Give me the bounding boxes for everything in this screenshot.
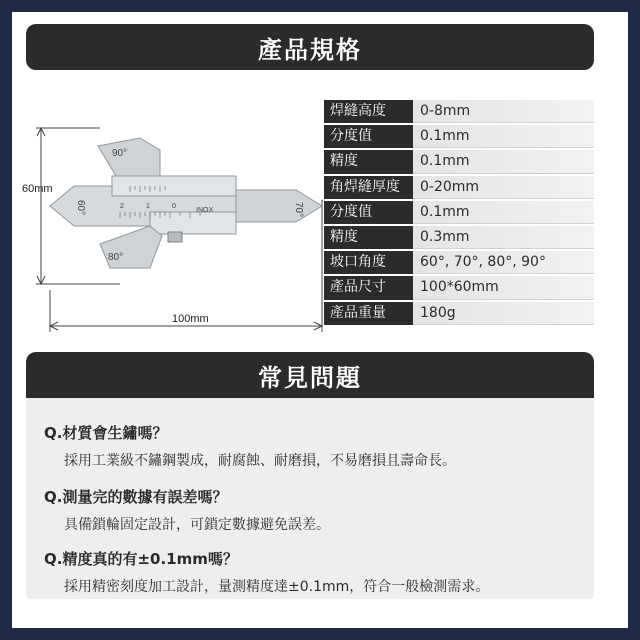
spec-label: 角焊縫厚度 <box>324 176 413 201</box>
faq-question: Q.測量完的數據有誤差嗎？ <box>44 488 228 506</box>
scale-2-label: 2 <box>120 203 124 210</box>
spec-value: 100*60mm <box>413 276 594 301</box>
spec-label: 精度 <box>324 226 413 251</box>
spec-label: 產品重量 <box>324 302 413 327</box>
faq-section-title: 常見問題 <box>26 352 594 398</box>
spec-value: 0.3mm <box>413 226 594 251</box>
faq-question: Q.精度真的有±0.1mm嗎？ <box>44 550 238 568</box>
spec-label: 精度 <box>324 150 413 175</box>
angle-80-label: 80° <box>108 252 124 263</box>
width-label: 100mm <box>172 313 209 325</box>
spec-value: 60°, 70°, 80°, 90° <box>413 251 594 276</box>
faq-item <box>44 422 456 470</box>
spec-value: 0.1mm <box>413 201 594 226</box>
faq-answer: 具備鎖輪固定設計，可鎖定數據避免誤差。 <box>64 517 330 533</box>
spec-label: 分度值 <box>324 201 413 226</box>
spec-row <box>324 176 594 201</box>
spec-label: 產品尺寸 <box>324 276 413 301</box>
angle-60-label: 60° <box>75 200 86 216</box>
faq-answer: 採用工業級不鏽鋼製成，耐腐蝕、耐磨損，不易磨損且壽命長。 <box>64 453 456 469</box>
spec-value: 0-20mm <box>413 176 594 201</box>
spec-value: 0-8mm <box>413 100 594 125</box>
faq-item <box>44 486 330 534</box>
gauge-body <box>50 138 322 268</box>
spec-row <box>324 251 594 276</box>
spec-label: 焊縫高度 <box>324 100 413 125</box>
faq-question: Q.材質會生鏽嗎？ <box>44 424 168 442</box>
spec-row <box>324 302 594 327</box>
height-label: 60mm <box>22 183 53 195</box>
angle-90-label: 90° <box>112 148 128 159</box>
spec-label: 坡口角度 <box>324 251 413 276</box>
spec-value: 0.1mm <box>413 150 594 175</box>
spec-row <box>324 201 594 226</box>
faq-answer: 採用精密刻度加工設計，量測精度達±0.1mm，符合一般檢測需求。 <box>64 579 490 595</box>
spec-value: 0.1mm <box>413 125 594 150</box>
scale-1-label: 1 <box>146 203 150 210</box>
spec-label: 分度值 <box>324 125 413 150</box>
angle-70-label: 70° <box>293 202 304 218</box>
scale-0-label: 0 <box>172 203 176 210</box>
weld-gauge-diagram <box>0 0 330 340</box>
spec-row <box>324 125 594 150</box>
specs-section-title: 產品規格 <box>26 24 594 70</box>
faq-item <box>44 548 489 596</box>
spec-row <box>324 226 594 251</box>
spec-row <box>324 276 594 301</box>
brand-label: INOX <box>196 207 214 214</box>
specs-table <box>324 100 594 327</box>
faq-panel <box>26 398 594 599</box>
spec-value: 180g <box>413 302 594 327</box>
spec-row <box>324 100 594 125</box>
spec-row <box>324 150 594 175</box>
